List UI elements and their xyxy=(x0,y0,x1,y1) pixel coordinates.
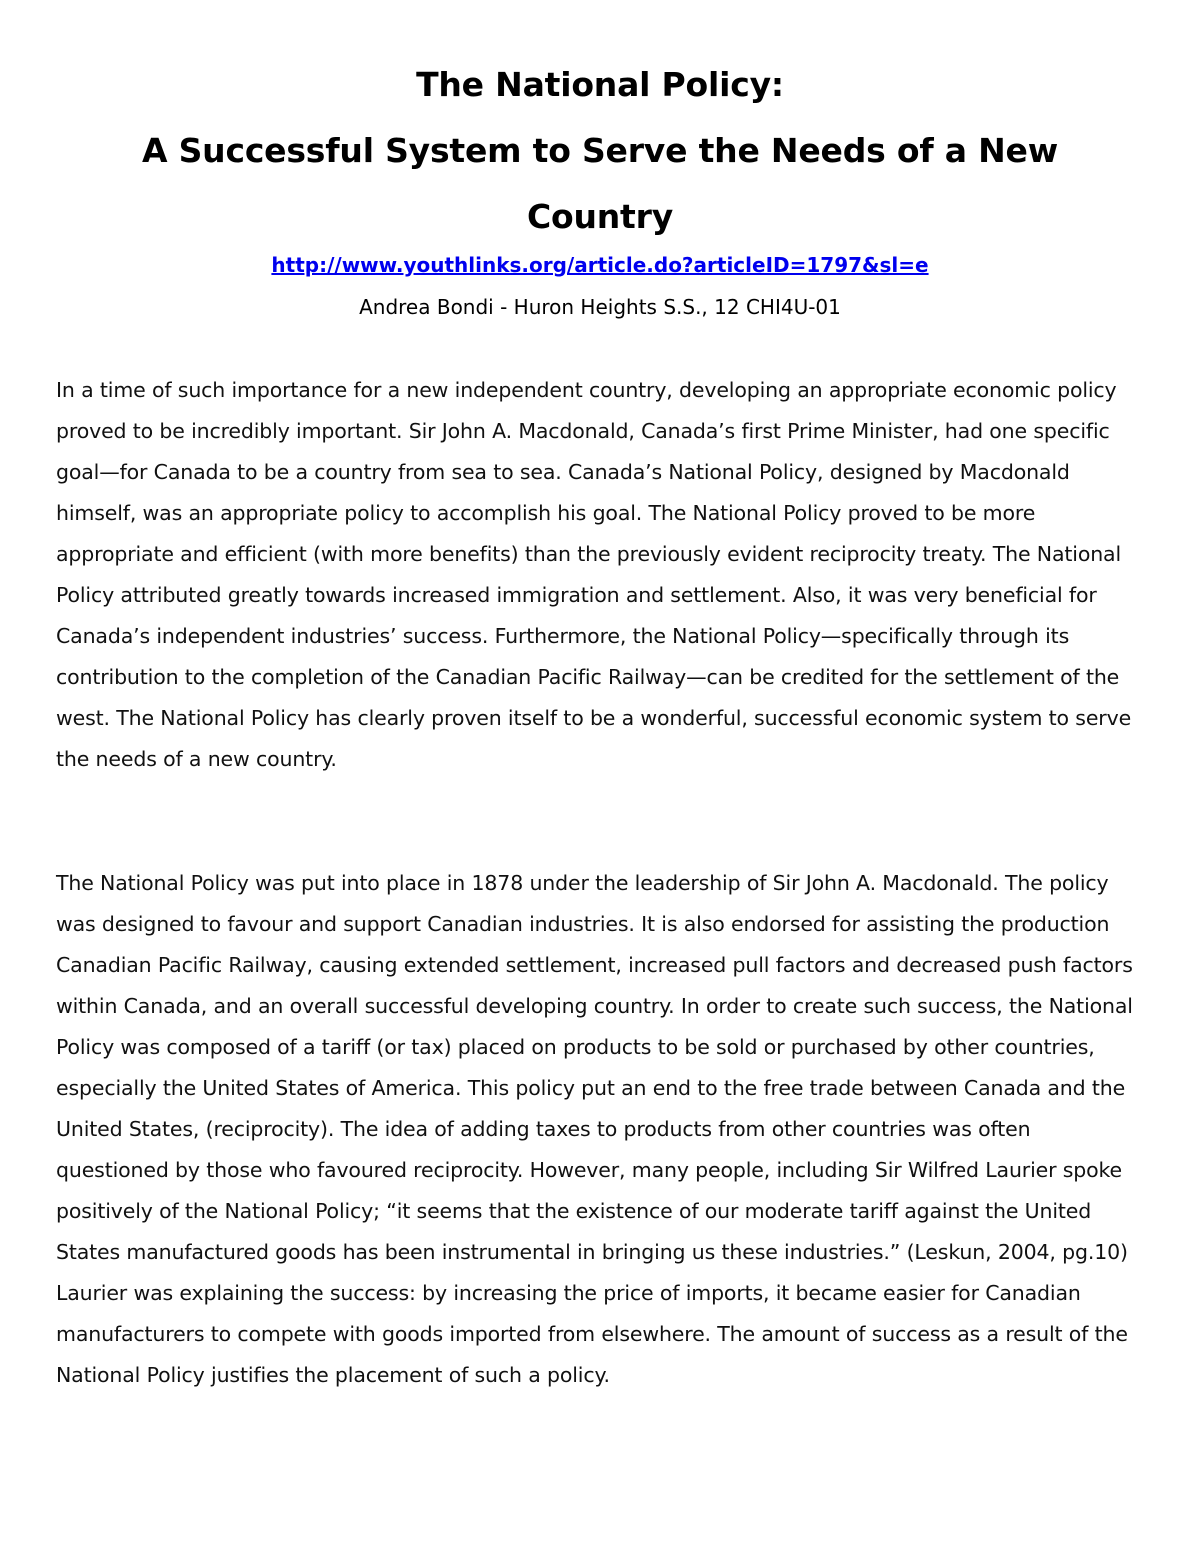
author-byline: Andrea Bondi - Huron Heights S.S., 12 CHI4U-01 xyxy=(359,295,841,319)
title-line-2: A Successful System to Serve the Needs of a New xyxy=(141,131,1059,170)
title-line-1: The National Policy: xyxy=(416,65,784,104)
paragraph-1: In a time of such importance for a new independent country, developing an appropriate economic policy proved to be incredibly important. Sir John A. Macdonald, Canada’s first Prime Minister, had one specific goal—for Canada to be a country from sea to sea. Canada’s National Policy, designed by Macdonald himself, was an appropriate policy to accomplish his goal. The National Policy proved to be more appropriate and efficient (with more benefits) than the previously evident reciprocity treaty. The National Policy attributed greatly towards increased immigration and settlement. Also, it was very beneficial for Canada’s independent industries’ success. Furthermore, the National Policy—specifically through its contribution to the completion of the Canadian Pacific Railway—can be credited for the settlement of the west. The National Policy has clearly proven itself to be a wonderful, successful economic system to serve the needs of a new country. xyxy=(56,378,1132,771)
paragraph-2: The National Policy was put into place in 1878 under the leadership of Sir John A. Macdonald. The policy was designed to favour and support Canadian industries. It is also endorsed for assisting the production Canadian Pacific Railway, causing extended settlement, increased pull factors and decreased push factors within Canada, and an overall successful developing country. In order to create such success, the National Policy was composed of a tariff (or tax) placed on products to be sold or purchased by other countries, especially the United States of America. This policy put an end to the free trade between Canada and the United States, (reciprocity). The idea of adding taxes to products from other countries was often questioned by those who favoured reciprocity. However, many people, including Sir Wilfred Laurier spoke positively of the National Policy; “it seems that the existence of our moderate tariff against the United States manufactured goods has been instrumental in bringing us these industries.” (Leskun, 2004, pg.10) Laurier was explaining the success: by increasing the price of imports, it became easier for Canadian manufacturers to compete with goods imported from elsewhere. The amount of success as a result of the National Policy justifies the placement of such a policy. xyxy=(56,871,1133,1387)
title-line-3: Country xyxy=(526,197,674,236)
source-link[interactable]: http://www.youthlinks.org/article.do?articleID=1797&sl=e xyxy=(271,253,929,277)
document-title xyxy=(60,52,1140,250)
